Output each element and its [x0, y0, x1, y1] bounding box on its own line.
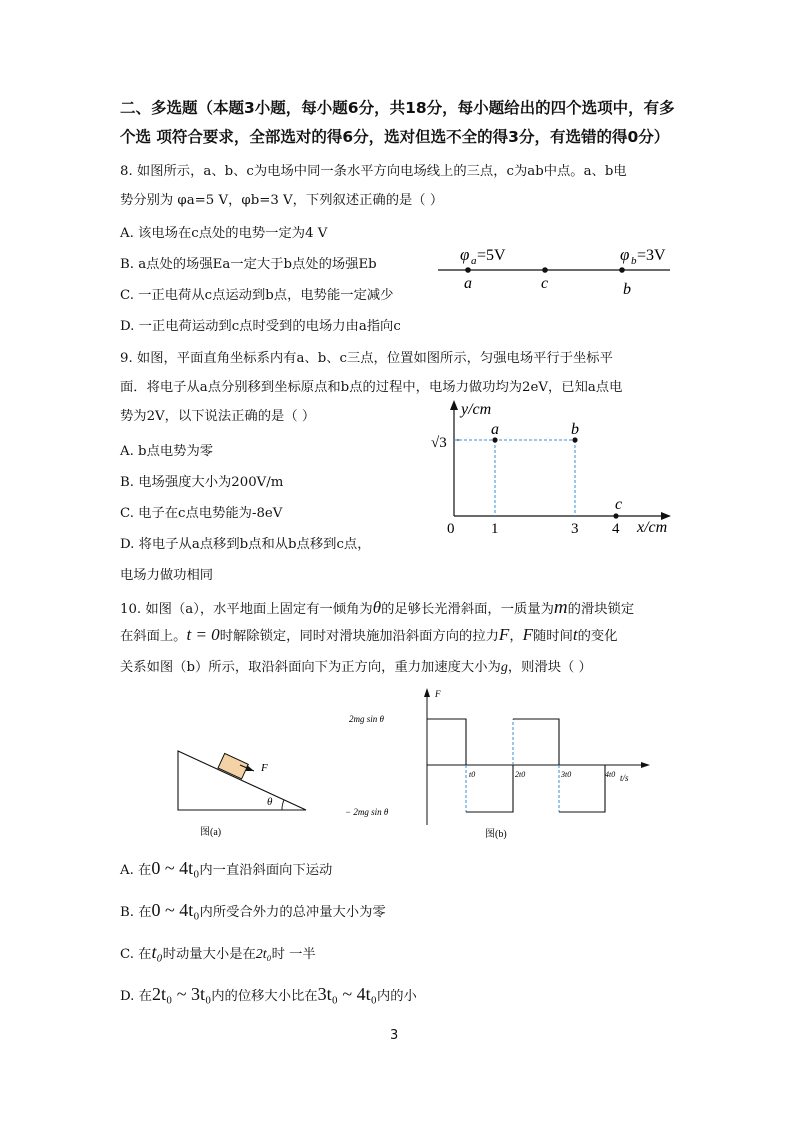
q9-label-c: c	[615, 496, 623, 513]
q10-b-neg-value: − 2mg sin θ	[345, 807, 389, 817]
q9-x-tick-4: 4	[612, 521, 620, 537]
q10-b-tick-3t0: 3t0	[561, 770, 572, 779]
q8-option-d: D. 一正电荷运动到c点时受到的电场力由a指向c	[120, 319, 401, 334]
q10-b-y-arrow	[424, 688, 430, 697]
q8-phi-a-symbol: φ	[460, 245, 470, 264]
q10-stem-line3	[120, 656, 592, 676]
q10-fig-a-caption: 图(a)	[200, 827, 222, 838]
q8-point-a	[465, 267, 471, 273]
q10-stem-line2	[120, 625, 618, 645]
q8-phi-b-sub: b	[631, 255, 637, 267]
q10-line2-part2: 时解除锁定，同时对滑块施加沿斜面方向的拉力	[219, 629, 499, 644]
q9-label-b: b	[571, 421, 579, 438]
q9-stem-line3: 势为2V，以下说法正确的是（ ）	[120, 409, 316, 424]
q10-t: t	[572, 625, 578, 644]
q10-option-d-prefix: D. 在	[120, 989, 152, 1004]
q8-point-b	[619, 267, 625, 273]
q10-line3-part2: ，则滑块（ ）	[507, 660, 592, 675]
q8-phi-b-value: =3V	[637, 247, 666, 264]
q10-fig-a-F: F	[261, 762, 268, 774]
q10-option-d-range1: 2t₀ ~ 3t₀	[151, 984, 212, 1004]
q10-m: m	[553, 597, 568, 618]
q9-point-a	[492, 437, 497, 442]
q10-force-arrowhead	[246, 765, 254, 771]
q9-x-tick-3: 3	[571, 521, 579, 537]
q9-y-tick-sqrt3: √3	[431, 435, 447, 451]
q10-option-a-range: 0 ~ 4t₀	[151, 858, 200, 878]
q10-option-c-prefix: C. 在	[120, 947, 152, 962]
q10-line1-part3: 的滑块锁定	[567, 602, 635, 617]
q10-F: F	[498, 625, 510, 644]
q10-b-tick-t0: t0	[469, 770, 476, 779]
q10-option-b-range: 0 ~ 4t₀	[151, 900, 200, 920]
q10-b-pos-value: 2mg sin θ	[349, 714, 384, 724]
q10-b-t-arrow	[641, 762, 650, 768]
q10-line1-part2: 的足够长光滑斜面，一质量为	[381, 602, 554, 617]
q8-phi-a-value: =5V	[477, 247, 506, 264]
q9-x-tick-0: 0	[447, 521, 455, 537]
q8-point-c	[542, 267, 548, 273]
q9-option-d: D. 将电子从a点移到b点和从b点移到c点，	[120, 537, 371, 552]
q10-b-segment-1	[427, 719, 466, 765]
q9-option-d-continued: 电场力做功相同	[120, 568, 214, 583]
q10-b-tick-2t0: 2t0	[515, 770, 526, 779]
q10-figure-a	[170, 740, 320, 845]
q10-option-c-suffix: 时 一半	[271, 947, 316, 962]
q10-figure-b	[345, 685, 665, 845]
q10-incline	[178, 751, 306, 810]
q9-y-arrow	[450, 400, 458, 410]
q10-b-segment-3	[513, 719, 559, 765]
q10-F2: F	[522, 625, 533, 644]
q10-line2-part3: ，	[509, 629, 523, 644]
q10-line2-part4: 随时间	[533, 629, 573, 644]
page-number: 3	[390, 1028, 399, 1043]
q10-option-a-prefix: A. 在	[120, 863, 152, 878]
section-heading-line2: 个选 项符合要求，全部选对的得6分，选对但选不全的得3分，有选错的得0分）	[120, 128, 670, 146]
q10-option-d-range2: 3t₀ ~ 4t₀	[317, 984, 377, 1004]
q10-theta: θ	[372, 598, 382, 617]
q8-field-line-figure	[430, 238, 680, 298]
q10-option-b-suffix: 内所受合外力的总冲量大小为零	[199, 905, 386, 920]
q8-phi-a-sub: a	[471, 255, 477, 267]
q9-point-c	[613, 513, 618, 518]
q10-option-d-suffix: 内的小	[376, 989, 417, 1004]
q9-y-axis-label: y/cm	[461, 401, 492, 418]
q10-line3-part1: 关系如图（b）所示，取沿斜面向下为正方向，重力加速度大小为	[120, 660, 501, 675]
q8-label-c: c	[541, 275, 549, 292]
q8-phi-b-symbol: φ	[620, 245, 630, 264]
q10-option-b-prefix: B. 在	[120, 905, 152, 920]
q10-b-tick-4t0: 4t0	[605, 770, 616, 779]
q10-line2-part5: 的变化	[577, 629, 618, 644]
q9-label-a: a	[491, 421, 499, 438]
q9-point-b	[572, 437, 577, 442]
q10-fig-b-caption: 图(b)	[485, 829, 507, 840]
q8-option-a: A. 该电场在c点处的电势一定为4 V	[120, 226, 328, 241]
q10-b-t-label: t/s	[620, 773, 629, 783]
q10-option-c-2t0: 2t₀	[255, 947, 272, 962]
q10-t-eq-0: t = 0	[186, 625, 220, 644]
q10-g: g	[500, 660, 508, 675]
q10-option-c-t0: t₀	[151, 942, 163, 962]
q9-stem-line1: 9. 如图，平面直角坐标系内有a、b、c三点，位置如图所示，匀强电场平行于坐标平	[120, 351, 613, 366]
q10-option-b	[120, 900, 386, 921]
q9-x-axis-label: x/cm	[637, 519, 668, 536]
q8-stem-line1: 8. 如图所示，a、b、c为电场中同一条水平方向电场线上的三点，c为ab中点。a、b电	[120, 164, 627, 179]
q8-stem-line2: 势分别为 φa=5 V，φb=3 V，下列叙述正确的是（ ）	[120, 193, 444, 208]
q10-line2-part1: 在斜面上。	[120, 629, 187, 644]
q10-line1-part1: 10. 如图（a），水平地面上固定有一倾角为	[120, 602, 373, 617]
q10-b-y-label: F	[435, 689, 441, 699]
q9-option-b: B. 电场强度大小为200V/m	[120, 475, 284, 490]
q8-label-a: a	[464, 275, 472, 292]
q9-stem-line2: 面．将电子从a点分别移到坐标原点和b点的过程中，电场力做功均为2eV，已知a点电	[120, 380, 623, 395]
q10-stem-line1	[120, 597, 634, 619]
q9-x-tick-1: 1	[491, 521, 499, 537]
q10-option-a-suffix: 内一直沿斜面向下运动	[199, 863, 333, 878]
section-heading-line1: 二、多选题（本题3小题，每小题6分，共18分，每小题给出的四个选项中，有多	[120, 99, 675, 117]
q10-option-d-middle: 内的位移大小比在	[211, 989, 318, 1004]
q10-option-d	[120, 984, 417, 1005]
q10-fig-a-theta: θ	[267, 796, 273, 808]
q8-option-c: C. 一正电荷从c点运动到b点，电势能一定减少	[120, 288, 394, 303]
q8-option-b: B. a点处的场强Ea一定大于b点处的场强Eb	[120, 257, 377, 272]
q10-option-a	[120, 858, 332, 879]
q9-coordinate-figure	[425, 398, 685, 538]
q10-option-c-middle: 时动量大小是在	[162, 947, 256, 962]
q8-label-b: b	[623, 281, 631, 298]
q9-option-a: A. b点电势为零	[120, 444, 214, 459]
q9-option-c: C. 电子在c点电势能为-8eV	[120, 506, 283, 521]
q10-option-c	[120, 942, 316, 963]
